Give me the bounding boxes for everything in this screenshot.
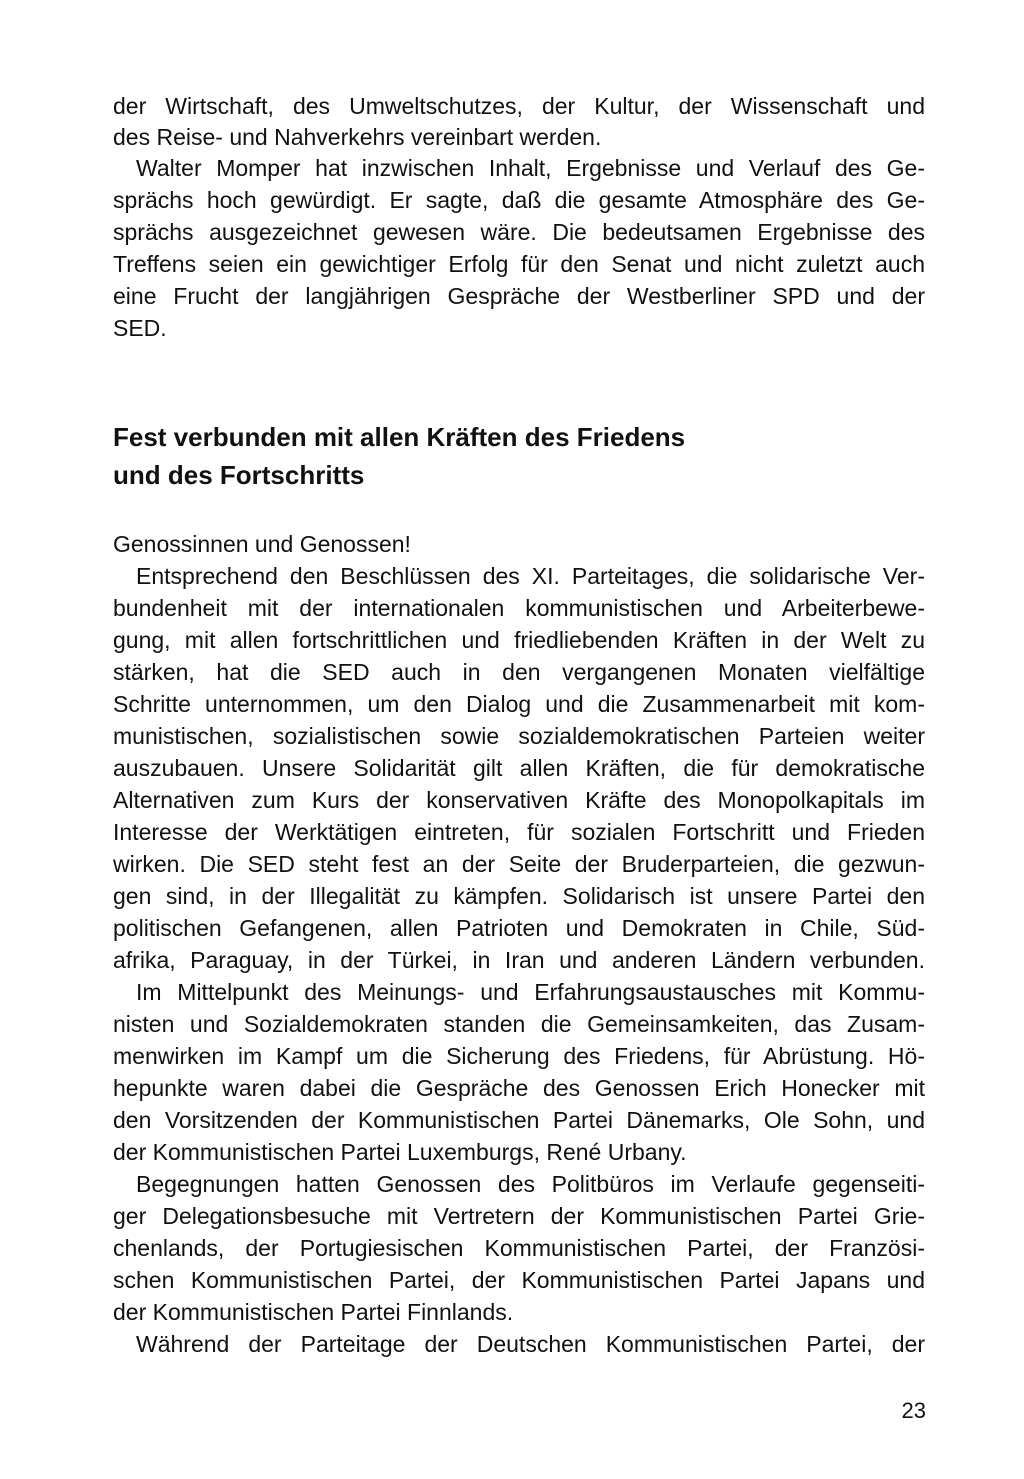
text-line: munistischen, sozialistischen sowie sozialdemokratischen Parteien weiter <box>113 723 925 749</box>
text-line: ger Delegationsbesuche mit Vertretern der Kommunistischen Partei Grie- <box>113 1203 925 1229</box>
text-line: sprächs hoch gewürdigt. Er sagte, daß die gesamte Atmosphäre des Ge- <box>113 187 925 213</box>
text-line: politischen Gefangenen, allen Patrioten und Demokraten in Chile, Süd- <box>113 915 925 941</box>
page-number: 23 <box>901 1398 926 1423</box>
section-heading-line: und des Fortschritts <box>113 460 365 490</box>
text-line: bundenheit mit der internationalen kommunistischen und Arbeiterbewe- <box>113 595 925 621</box>
text-line: des Reise- und Nahverkehrs vereinbart werden. <box>113 124 602 150</box>
text-line: schen Kommunistischen Partei, der Kommunistischen Partei Japans und <box>113 1267 925 1293</box>
text-line: Treffens seien ein gewichtiger Erfolg für den Senat und nicht zuletzt auch <box>113 251 925 277</box>
text-line: gung, mit allen fortschrittlichen und friedliebenden Kräften in der Welt zu <box>113 627 925 653</box>
text-line: Interesse der Werktätigen eintreten, für sozialen Fortschritt und Frieden <box>113 819 925 845</box>
text-line: Schritte unternommen, um den Dialog und die Zusammenarbeit mit kom- <box>113 691 925 717</box>
text-line: den Vorsitzenden der Kommunistischen Partei Dänemarks, Ole Sohn, und <box>113 1107 925 1133</box>
section-heading-line: Fest verbunden mit allen Kräften des Friedens <box>113 422 686 452</box>
text-line: nisten und Sozialdemokraten standen die Gemeinsamkeiten, das Zusam- <box>113 1011 925 1037</box>
text-line: wirken. Die SED steht fest an der Seite der Bruderparteien, die gezwun- <box>113 851 925 877</box>
text-line: hepunkte waren dabei die Gespräche des Genossen Erich Honecker mit <box>113 1075 925 1101</box>
text-line: eine Frucht der langjährigen Gespräche der Westberliner SPD und der <box>113 283 925 309</box>
text-line: Begegnungen hatten Genossen des Politbüros im Verlaufe gegenseiti- <box>136 1171 925 1197</box>
text-line: der Kommunistischen Partei Luxemburgs, René Urbany. <box>113 1139 687 1165</box>
text-line: afrika, Paraguay, in der Türkei, in Iran und anderen Ländern verbunden. <box>113 947 925 973</box>
text-line: Alternativen zum Kurs der konservativen Kräfte des Monopolkapitals im <box>113 787 925 813</box>
text-line: chenlands, der Portugiesischen Kommunistischen Partei, der Französi- <box>113 1235 925 1261</box>
text-line: Während der Parteitage der Deutschen Kommunistischen Partei, der <box>136 1331 925 1357</box>
text-line: Im Mittelpunkt des Meinungs- und Erfahrungsaustausches mit Kommu- <box>136 979 925 1005</box>
text-line: der Kommunistischen Partei Finnlands. <box>113 1299 514 1325</box>
text-line: SED. <box>113 315 167 341</box>
text-line: sprächs ausgezeichnet gewesen wäre. Die bedeutsamen Ergebnisse des <box>113 219 925 245</box>
text-line: Walter Momper hat inzwischen Inhalt, Ergebnisse und Verlauf des Ge- <box>136 155 925 181</box>
text-line: Entsprechend den Beschlüssen des XI. Parteitages, die solidarische Ver- <box>136 563 925 589</box>
text-line: der Wirtschaft, des Umweltschutzes, der Kultur, der Wissenschaft und <box>113 93 925 119</box>
text-line: stärken, hat die SED auch in den vergangenen Monaten vielfältige <box>113 659 925 685</box>
salutation: Genossinnen und Genossen! <box>113 531 411 557</box>
text-line: auszubauen. Unsere Solidarität gilt allen Kräften, die für demokratische <box>113 755 925 781</box>
text-line: gen sind, in der Illegalität zu kämpfen. Solidarisch ist unsere Partei den <box>113 883 925 909</box>
text-line: menwirken im Kampf um die Sicherung des Friedens, für Abrüstung. Hö- <box>113 1043 925 1069</box>
